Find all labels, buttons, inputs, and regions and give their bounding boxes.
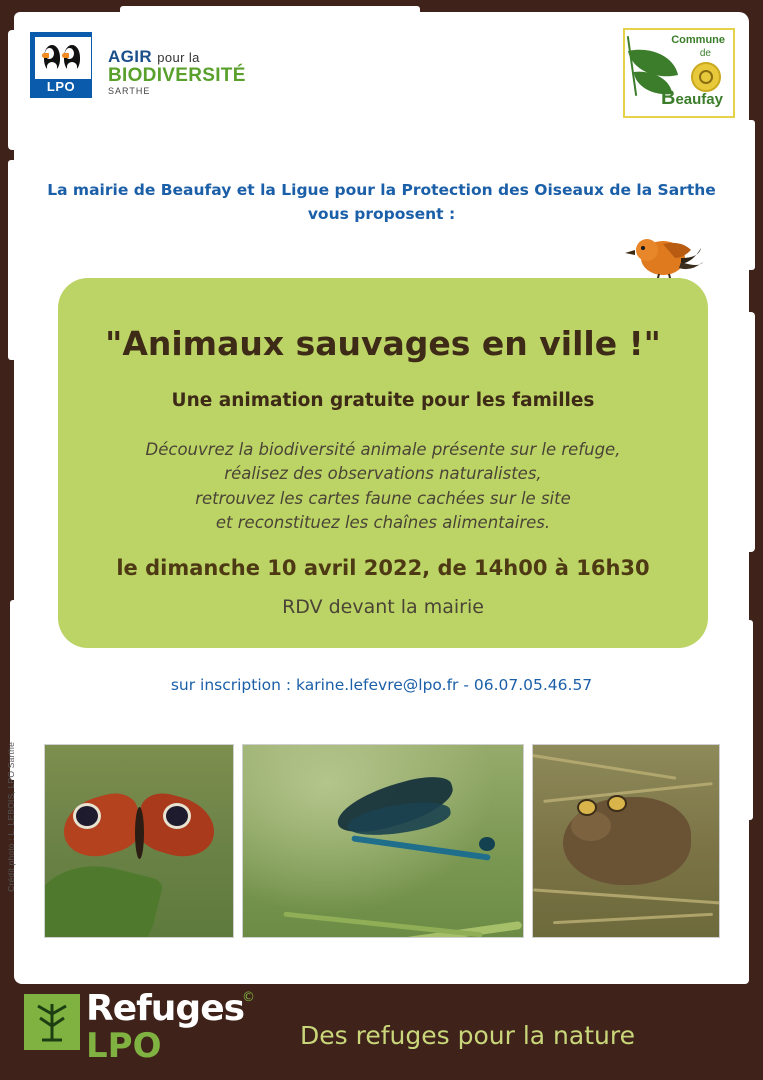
agir-biodiversite-wordmark: [108, 48, 246, 96]
photo-strip: [44, 744, 720, 938]
footer-slogan: Des refuges pour la nature: [300, 1021, 635, 1050]
photo-damselfly: [242, 744, 524, 938]
event-date: le dimanche 10 avril 2022, de 14h00 à 16h30: [116, 556, 650, 580]
puffin-left-icon: [44, 45, 60, 71]
sarthe-word: SARTHE: [108, 85, 151, 96]
leaf-stem-icon: [627, 36, 637, 96]
footer: [0, 984, 763, 1080]
refuges-lpo-logo: [22, 988, 255, 1072]
description-line: réalisez des observations naturalistes,: [224, 464, 542, 484]
paper-edge-deco-5: [120, 6, 420, 16]
lpo-word: LPO: [86, 1026, 162, 1066]
commune-de-label: de: [699, 48, 711, 59]
refuges-word: Refuges: [86, 988, 245, 1029]
registration-info: sur inscription : karine.lefevre@lpo.fr - 06.07.05.46.57: [170, 676, 593, 694]
tree-icon: [32, 1000, 72, 1044]
biodiversite-word: BIODIVERSITÉ: [108, 65, 246, 87]
puffin-right-icon: [64, 45, 80, 71]
event-panel: [58, 278, 708, 648]
description-line: et reconstituez les chaînes alimentaires.: [215, 513, 551, 533]
puffin-icon: [35, 37, 91, 79]
agir-word: AGIR: [108, 47, 153, 66]
agir-pour-la: pour la: [157, 50, 200, 65]
description-line: retrouvez les cartes faune cachées sur le site: [195, 488, 571, 508]
paper-edge-deco-6: [380, 976, 640, 984]
description-line: Découvrez la biodiversité animale présente sur le refuge,: [145, 440, 621, 459]
event-title: "Animaux sauvages en ville !": [105, 324, 661, 363]
photo-credit: Crédit photo : L. LEBOIS, LPO Sarthe: [6, 742, 16, 892]
refuges-logo-square: [24, 994, 80, 1050]
event-meeting-point: RDV devant la mairie: [282, 596, 484, 618]
photo-butterfly: [44, 744, 234, 938]
copyright-symbol: ©: [242, 990, 255, 1005]
commune-label: Commune: [671, 34, 725, 46]
intro-text: [0, 178, 763, 226]
event-subtitle: Une animation gratuite pour les familles: [171, 390, 595, 411]
commune-name-rest: eaufay: [675, 91, 723, 108]
lpo-logo: [30, 32, 92, 98]
photo-toad: [532, 744, 720, 938]
lpo-logo-text: LPO: [46, 79, 76, 94]
event-description: [58, 438, 708, 536]
intro-line-1: La mairie de Beaufay et la Ligue pour la Protection des Oiseaux de la Sarthe: [47, 181, 716, 199]
paper-edge-deco-4: [745, 620, 753, 820]
commune-beaufay-logo: [623, 28, 735, 118]
intro-line-2: vous proposent :: [307, 205, 456, 224]
commune-name: [661, 87, 723, 110]
commune-name-initial: B: [661, 87, 676, 109]
